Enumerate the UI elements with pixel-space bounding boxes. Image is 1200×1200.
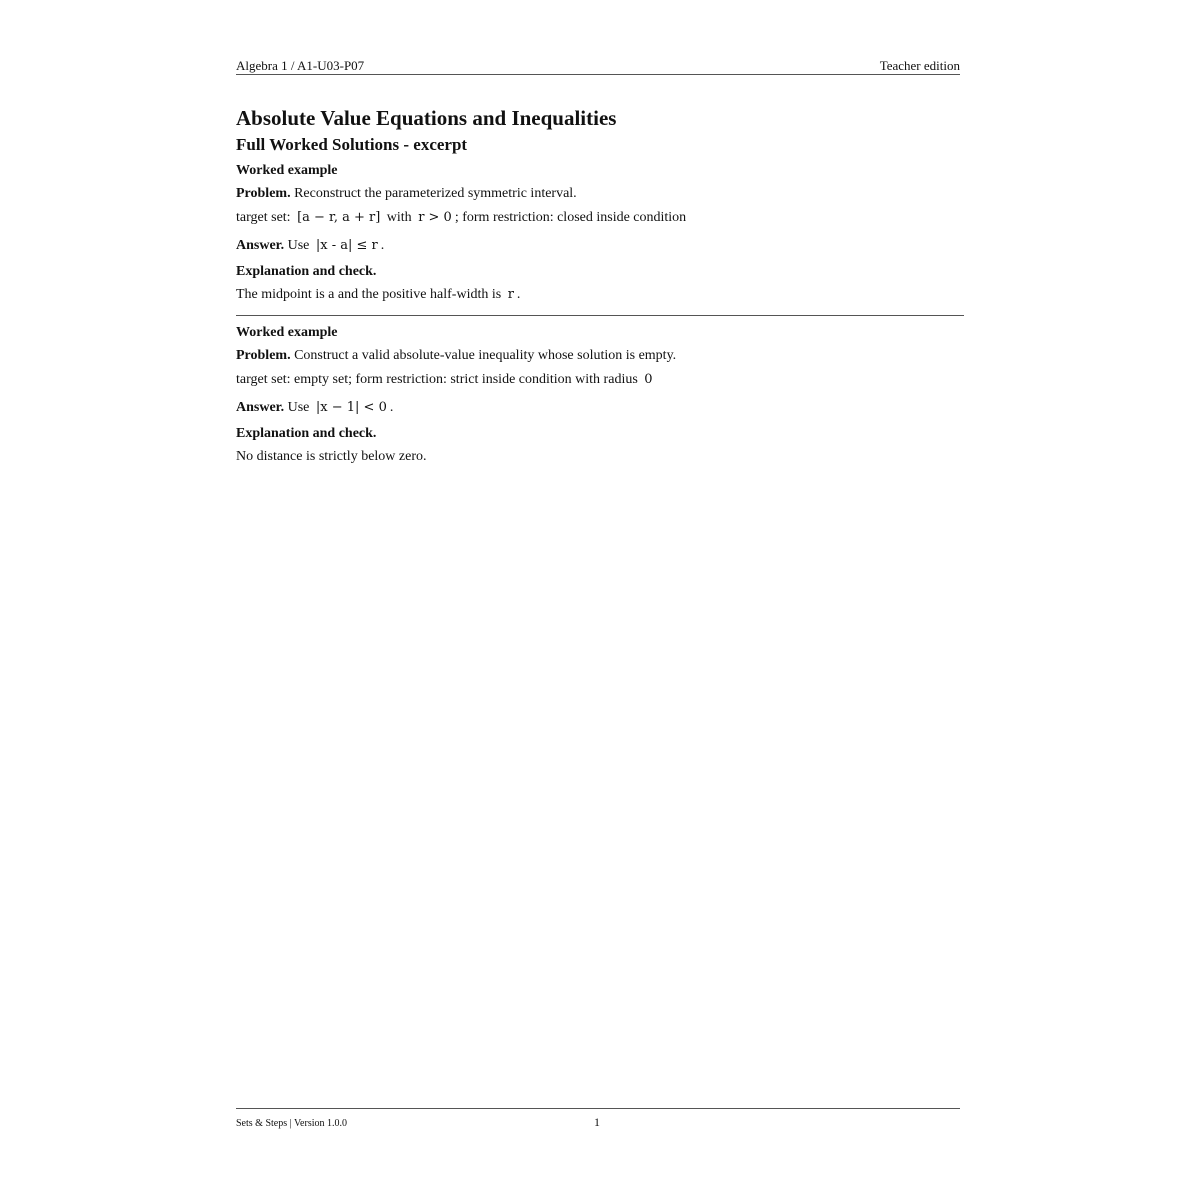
example-heading: Worked example	[236, 325, 338, 340]
answer-prefix: Use	[287, 400, 310, 415]
worked-example-2	[236, 322, 964, 467]
explanation-text	[236, 285, 964, 305]
answer-math: |x − 1| < 0	[315, 400, 387, 415]
target-math: 0	[644, 372, 653, 387]
answer	[236, 235, 964, 257]
answer-label: Answer.	[236, 238, 285, 253]
problem-statement	[236, 184, 964, 204]
section-divider	[236, 315, 964, 316]
target-set	[236, 207, 964, 229]
answer-suffix: .	[380, 238, 385, 253]
page-footer	[236, 1108, 960, 1129]
explanation-prefix: The midpoint is a and the positive half-width is	[236, 287, 502, 302]
explanation-text: No distance is strictly below zero.	[236, 449, 427, 464]
target-suffix: ; form restriction: closed inside condition	[454, 210, 687, 225]
explanation-heading: Explanation and check.	[236, 264, 377, 279]
answer-math: |x - a| ≤ r	[315, 238, 378, 253]
example-heading: Worked example	[236, 163, 338, 178]
target-set	[236, 369, 964, 391]
page-subtitle: Full Worked Solutions - excerpt	[236, 135, 468, 154]
answer-label: Answer.	[236, 400, 285, 415]
target-mid: with	[386, 210, 412, 225]
footer-version: Sets & Steps | Version 1.0.0	[236, 1118, 347, 1129]
document-body	[236, 104, 964, 467]
target-prefix: target set:	[236, 210, 291, 225]
target-math: [a − r, a + r]	[297, 210, 381, 225]
problem-label: Problem.	[236, 186, 291, 201]
problem-text: Reconstruct the parameterized symmetric interval.	[294, 186, 577, 201]
target-math-condition: r > 0	[418, 210, 452, 225]
answer-prefix: Use	[287, 238, 310, 253]
page-number: 1	[594, 1115, 600, 1129]
explanation-heading: Explanation and check.	[236, 426, 377, 441]
page-title: Absolute Value Equations and Inequalities	[236, 106, 617, 130]
target-prefix: target set: empty set; form restriction: strict inside condition with radius	[236, 372, 638, 387]
worked-example-1	[236, 160, 964, 305]
problem-label: Problem.	[236, 348, 291, 363]
edition-label: Teacher edition	[879, 58, 960, 73]
answer-suffix: .	[389, 400, 394, 415]
problem-text: Construct a valid absolute-value inequality whose solution is empty.	[294, 348, 677, 363]
problem-statement	[236, 346, 964, 366]
page-header	[236, 58, 960, 75]
explanation-suffix: .	[516, 287, 521, 302]
breadcrumb: Algebra 1 / A1-U03-P07	[236, 58, 365, 73]
answer	[236, 397, 964, 419]
explanation-math: r	[507, 287, 514, 302]
